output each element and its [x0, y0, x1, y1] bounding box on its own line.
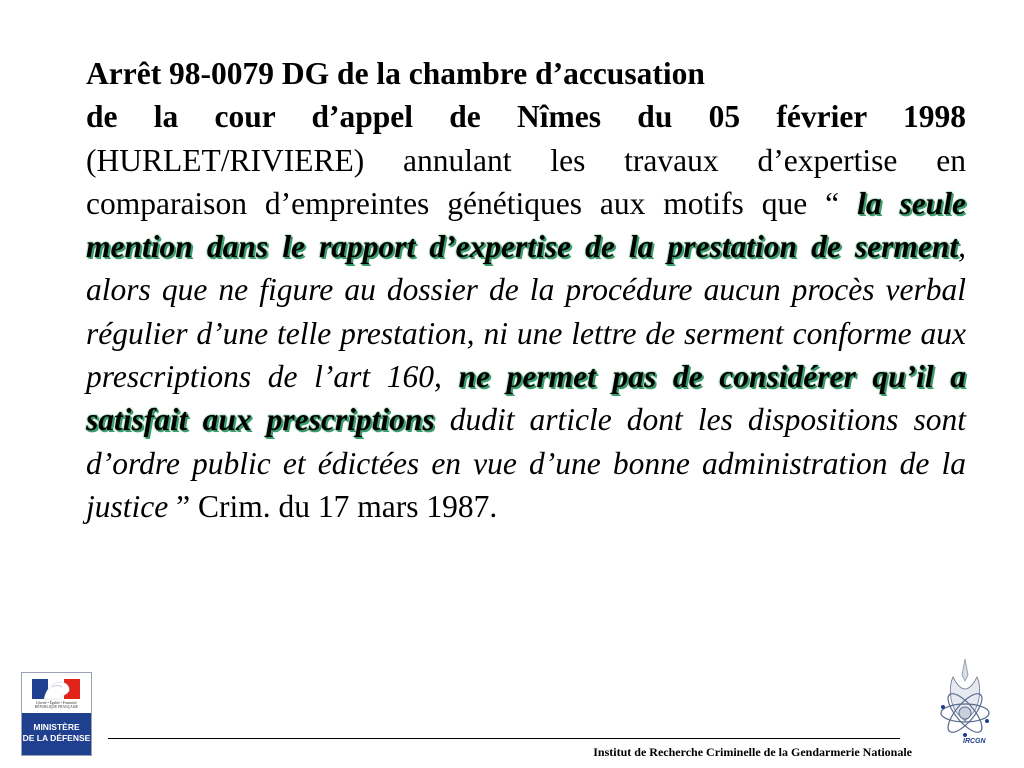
republic-motto [26, 701, 87, 709]
main-paragraph [86, 52, 966, 528]
ministry-logo [21, 672, 92, 756]
ministry-line-1: MINISTÈRE [33, 722, 80, 732]
citation-end: ” Crim. du 17 mars 1987. [168, 488, 498, 524]
ministry-name [22, 713, 91, 755]
republic-label: RÉPUBLIQUE FRANÇAISE [34, 705, 79, 710]
highlight-quote-1: la seule mention dans le rapport d’expertise de la prestation de serment [86, 185, 966, 265]
paragraph-text-1: (HURLET/RIVIERE) annulant les travaux d’expertise en comparaison d’empreintes génétiques aux motifs que “ [86, 142, 966, 221]
paragraph-italic-2: dudit article dont les dispositions sont d’ordre public et édictées en vue d’une bonne administration de la justice [86, 402, 967, 524]
highlight-quote-2: ne permet pas de considérer qu’il a satisfait aux prescriptions [86, 359, 966, 438]
institute-name: Institut de Recherche Criminelle de la Gendarmerie Nationale [593, 745, 912, 759]
ministry-line-2: DE LA DÉFENSE [22, 733, 91, 743]
court-reference: de la cour d’appel de Nîmes du 05 février 1998 [86, 99, 966, 135]
ircgn-label: IRCGN [963, 738, 986, 745]
paragraph-italic-1: , alors que ne figure au dossier de la procédure aucun procès verbal régulier d’une telle prestation, ni une lettre de serment conforme aux prescriptions de l’art 160, [86, 229, 966, 395]
footer-divider [108, 738, 900, 739]
marianne-emblem [22, 673, 91, 713]
ruling-title: Arrêt 98-0079 DG de la chambre d’accusation [86, 56, 705, 91]
motto-line: Liberté • Égalité • Fraternité [36, 701, 77, 705]
